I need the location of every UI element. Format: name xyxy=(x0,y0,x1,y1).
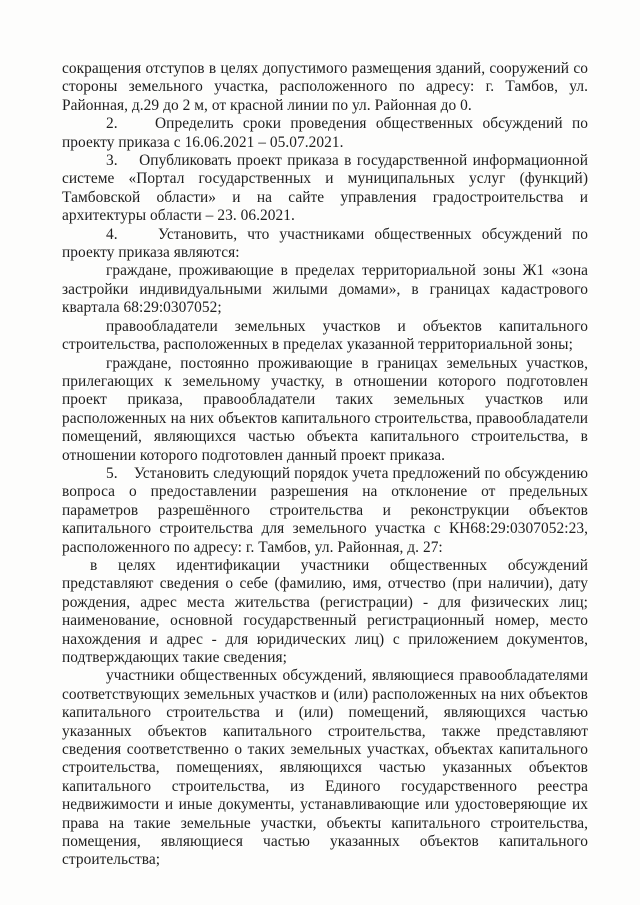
paragraph-participants-owners: правообладатели земельных участков и объектов капитального строительства, расположенных в пределах указанной территориальной зоны; xyxy=(62,317,588,354)
paragraph-identification: в целях идентификации участники общественных обсуждений представляют сведения о себе (фамилию, имя, отчество (при наличии), дату рождения, адрес места жительства (регистрации) - для физических лиц; наименование, основной государственный регистрационный номер, место нахождения и адрес - для юридических лиц) с приложением документов, подтверждающих такие сведения; xyxy=(62,556,588,666)
paragraph-item-3: 3. Опубликовать проект приказа в государственной информационной системе «Портал государственных и муниципальных услуг (функций) Тамбовской области» и на сайте управления градостроительства и архитектуры области – 23. 06.2021. xyxy=(62,152,588,225)
paragraph-item-2: 2. Определить сроки проведения общественных обсуждений по проекту приказа с 16.06.2021 – 05.07.2021. xyxy=(62,115,588,151)
document-body xyxy=(62,60,588,870)
paragraph-rightholders: участники общественных обсуждений, являющиеся правообладателями соответствующих земельных участков и (или) расположенных на них объектов капитального строительства и (или) помещений, являющихся частью указанных объектов капитального строительства, также представляют сведения соответственно о таких земельных участках, объектах капитального строительства, помещениях, являющихся частью указанных объектов капитального строительства, из Единого государственного реестра недвижимости и иные документы, устанавливающие или удостоверяющие их права на такие земельные участки, объекты капитального строительства, помещения, являющиеся частью указанных объектов капитального строительства; xyxy=(62,667,588,869)
paragraph-item-4: 4. Установить, что участниками общественных обсуждений по проекту приказа являются: xyxy=(62,225,588,262)
paragraph-setback-continuation: сокращения отступов в целях допустимого размещения зданий, сооружений со стороны земельного участка, расположенного по адресу: г. Тамбов, ул. Районная, д.29 до 2 м, от красной линии по ул. Районная до 0. xyxy=(62,60,588,114)
paragraph-item-5: 5. Установить следующий порядок учета предложений по обсуждению вопроса о предоставлении разрешения на отклонение от предельных параметров разрешённого строительства и реконструкции объектов капитального строительства для земельного участка с КН68:29:0307052:23, расположенного по адресу: г. Тамбов, ул. Районная, д. 27: xyxy=(62,464,588,556)
paragraph-participants-citizens: граждане, проживающие в пределах территориальной зоны Ж1 «зона застройки индивидуальными жилыми домами», в границах кадастрового квартала 68:29:0307052; xyxy=(62,262,588,317)
paragraph-participants-adjacent: граждане, постоянно проживающие в границах земельных участков, прилегающих к земельному участку, в отношении которого подготовлен проект приказа, правообладатели таких земельных участков или расположенных на них объектов капитального строительства, правообладатели помещений, являющихся частью объекта капитального строительства, в отношении которого подготовлен данный проект приказа. xyxy=(62,354,588,464)
